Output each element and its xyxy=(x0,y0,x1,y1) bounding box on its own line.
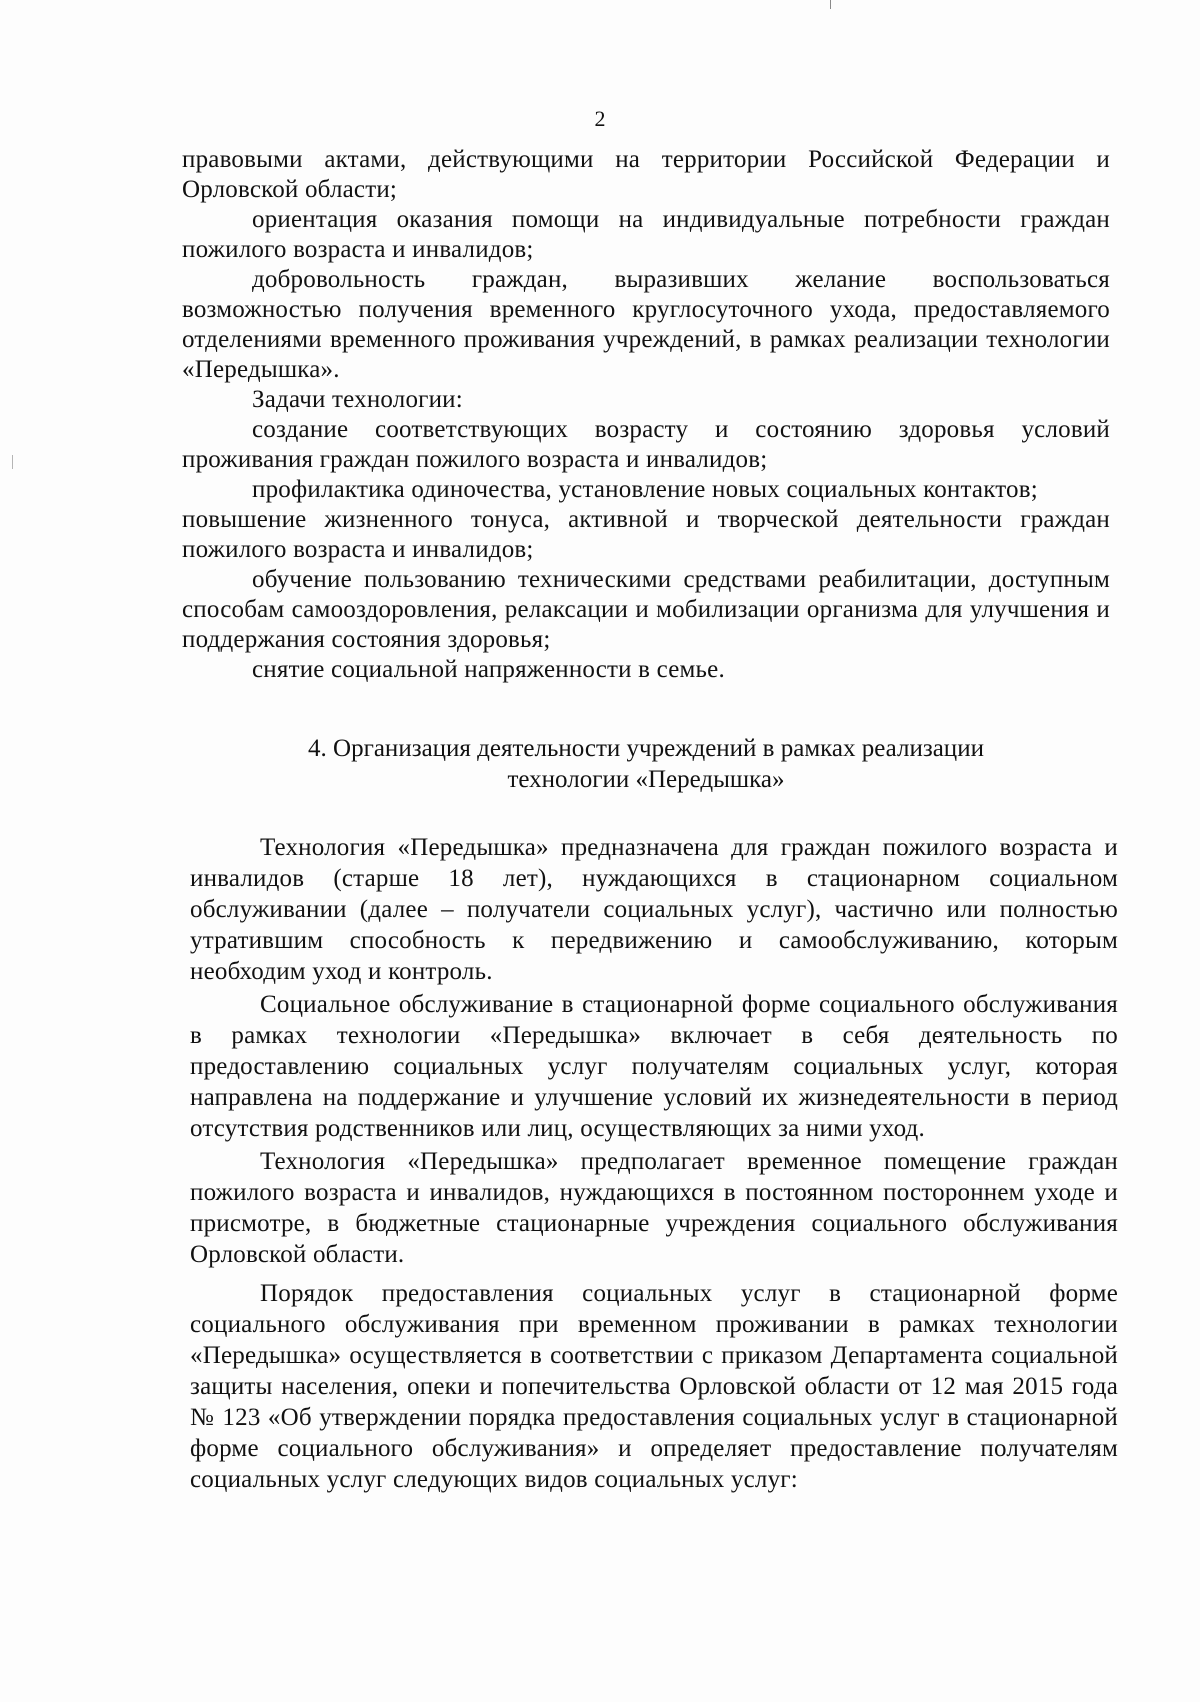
paragraph: добровольность граждан, выразивших желание воспользоваться возможностью получения временного круглосуточного ухода, предоставляемого отделениями временного проживания учреждений, в рамках реализации технологии «Передышка». xyxy=(182,266,1110,383)
paragraph: правовыми актами, действующими на территории Российской Федерации и Орловской области; xyxy=(182,146,1110,203)
paragraph: ориентация оказания помощи на индивидуальные потребности граждан пожилого возраста и инвалидов; xyxy=(182,206,1110,263)
paragraph: профилактика одиночества, установление новых социальных контактов; xyxy=(252,476,1038,503)
section-goals-and-tasks xyxy=(182,145,1110,685)
section-heading-line: технологии «Передышка» xyxy=(507,766,785,793)
scan-margin-mark xyxy=(12,455,13,469)
section-heading xyxy=(182,733,1110,795)
paragraph: Социальное обслуживание в стационарной форме социального обслуживания в рамках технологии «Передышка» включает в себя деятельность по предоставлению социальных услуг получателям социальных услуг, которая направлена на поддержание и улучшение условий их жизнедеятельности в период отсутствия родственников или лиц, осуществляющих за ними уход. xyxy=(190,991,1118,1142)
paragraph: Технология «Передышка» предполагает временное помещение граждан пожилого возраста и инвалидов, нуждающихся в постоянном постороннем уходе и присмотре, в бюджетные стационарные учреждения социального обслуживания Орловской области. xyxy=(190,1148,1118,1268)
paragraph: снятие социальной напряженности в семье. xyxy=(252,656,725,683)
scan-artifact-mark xyxy=(830,0,831,9)
paragraph: создание соответствующих возрасту и состоянию здоровья условий проживания граждан пожилого возраста и инвалидов; xyxy=(182,416,1110,473)
paragraph: обучение пользованию техническими средствами реабилитации, доступным способам самооздоровления, релаксации и мобилизации организма для улучшения и поддержания состояния здоровья; xyxy=(182,566,1110,653)
section-heading-line: 4. Организация деятельности учреждений в рамках реализации xyxy=(308,735,984,762)
paragraph: Порядок предоставления социальных услуг в стационарной форме социального обслуживания при временном проживании в рамках технологии «Передышка» осуществляется в соответствии с приказом Департамента социальной защиты населения, опеки и попечительства Орловской области от 12 мая 2015 года № 123 «Об утверждении порядка предоставления социальных услуг в стационарной форме социального обслуживания» и определяет предоставление получателям социальных услуг следующих видов социальных услуг: xyxy=(190,1280,1118,1493)
paragraph: повышение жизненного тонуса, активной и творческой деятельности граждан пожилого возраста и инвалидов; xyxy=(182,506,1110,563)
page-number: 2 xyxy=(594,106,606,131)
paragraph: Задачи технологии: xyxy=(252,386,463,413)
paragraph: Технология «Передышка» предназначена для граждан пожилого возраста и инвалидов (старше 18 лет), нуждающихся в стационарном социальном обслуживании (далее – получатели социальных услуг), частично или полностью утратившим способность к передвижению и самообслуживанию, которым необходим уход и контроль. xyxy=(190,834,1118,985)
section-organization xyxy=(190,832,1118,1495)
